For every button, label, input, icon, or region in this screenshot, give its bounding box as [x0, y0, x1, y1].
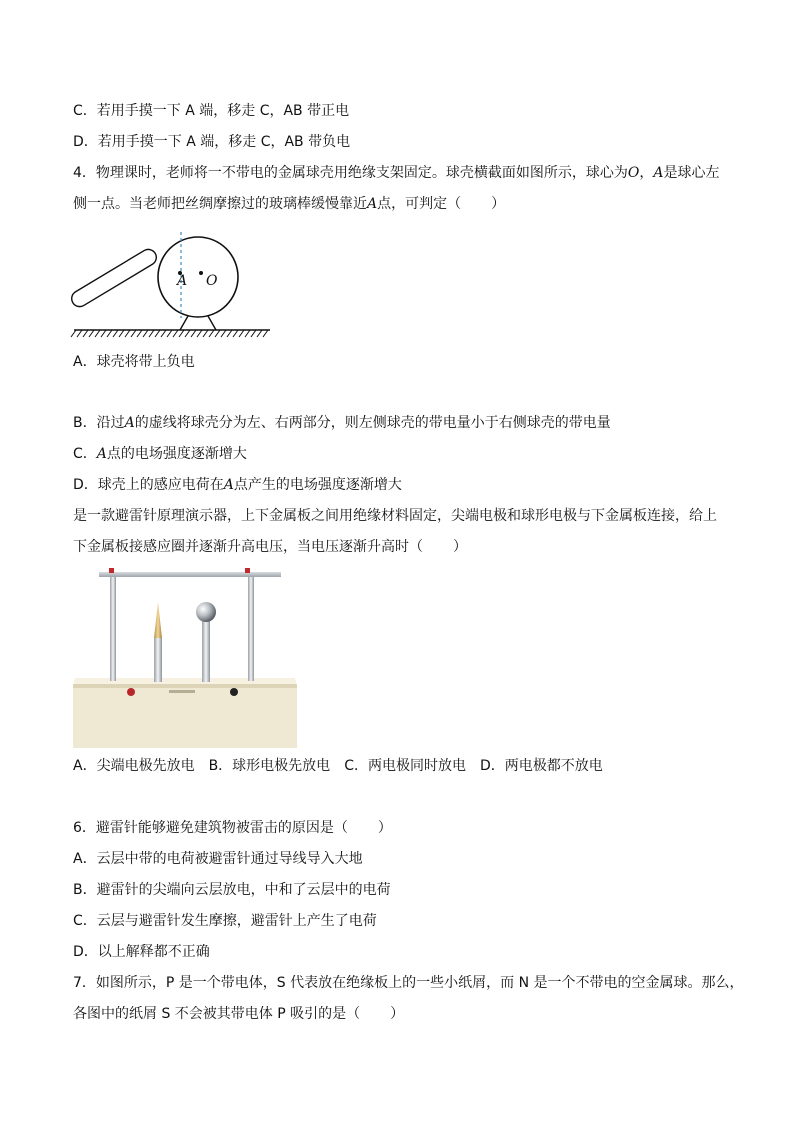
upper-metal-plate [99, 572, 281, 577]
support-rod-right [248, 577, 254, 681]
q4-stem-line2: 侧一点。当老师把丝绸摩擦过的玻璃棒缓慢靠近A点，可判定（ ） [73, 196, 506, 212]
q5-option-d: D．两电极都不放电 [479, 758, 603, 774]
q5-option-b: B．球形电极先放电 [208, 758, 331, 774]
q4-option-d: D．球壳上的感应电荷在A点产生的电场强度逐渐增大 [73, 477, 402, 493]
support-rod-left [110, 577, 116, 681]
q5-stem-line2: 下金属板接感应圈并逐渐升高电压，当电压逐渐升高时（ ） [73, 539, 467, 555]
q4-stem-line1: 4．物理课时，老师将一不带电的金属球壳用绝缘支架固定。球壳横截面如图所示，球心为O，A是球心左 [73, 165, 720, 181]
q4-option-c: C．A点的电场强度逐渐增大 [73, 446, 247, 462]
needle-electrode-tip [154, 602, 162, 638]
q6-stem: 6．避雷针能够避免建筑物被雷击的原因是（ ） [73, 820, 392, 836]
q7-stem-line2: 各图中的纸屑 S 不会被其带电体 P 吸引的是（ ） [73, 1006, 405, 1022]
q3-option-d: D．若用手摸一下 A 端，移走 C，AB 带负电 [73, 134, 351, 150]
q5-options [73, 756, 603, 776]
q6-option-b: B．避雷针的尖端向云层放电，中和了云层中的电荷 [73, 882, 391, 898]
terminal-red [127, 688, 135, 696]
q4-stem-text: 物理课时，老师将一不带电的金属球壳用绝缘支架固定。球壳横截面如图所示，球心为 [95, 165, 628, 181]
label-o: O [206, 273, 218, 289]
ground-hatching [71, 330, 268, 337]
q4-figure-sphere [70, 230, 280, 342]
q4-option-a: A．球壳将带上负电 [73, 354, 195, 370]
q6-option-a: A．云层中带的电荷被避雷针通过导线导入大地 [73, 851, 363, 867]
terminal-black [230, 688, 238, 696]
label-a: A [177, 273, 188, 289]
q4-var-a: A [653, 165, 664, 181]
point-o-dot [199, 271, 203, 275]
insulating-stand [180, 316, 216, 330]
q5-figure-lightning-rod-demonstrator [73, 566, 297, 748]
q6-option-d: D．以上解释都不正确 [73, 944, 210, 960]
q4-var-o: O [627, 165, 640, 181]
q7-stem-line1: 7．如图所示，P 是一个带电体，S 代表放在绝缘板上的一些小纸屑，而 N 是一个不带电的空金属球。那么， [73, 975, 744, 991]
q5-option-c: C．两电极同时放电 [344, 758, 466, 774]
q4-number: 4． [73, 165, 96, 181]
metal-sphere-shell [158, 237, 238, 317]
glass-rod [70, 246, 159, 309]
q4-option-b: B．沿过A的虚线将球壳分为左、右两部分，则左侧球壳的带电量小于右侧球壳的带电量 [73, 415, 611, 431]
ball-electrode [196, 602, 216, 622]
base-box [73, 684, 297, 748]
q5-option-a: A．尖端电极先放电 [73, 758, 195, 774]
q3-option-c: C．若用手摸一下 A 端，移走 C，AB 带正电 [73, 103, 350, 119]
q6-option-c: C．云层与避雷针发生摩擦，避雷针上产生了电荷 [73, 913, 377, 929]
q5-stem-line1: 是一款避雷针原理演示器，上下金属板之间用绝缘材料固定，尖端电极和球形电极与下金属板连接，给上 [73, 508, 717, 524]
ball-electrode-post [202, 620, 210, 682]
needle-electrode-post [154, 638, 162, 682]
